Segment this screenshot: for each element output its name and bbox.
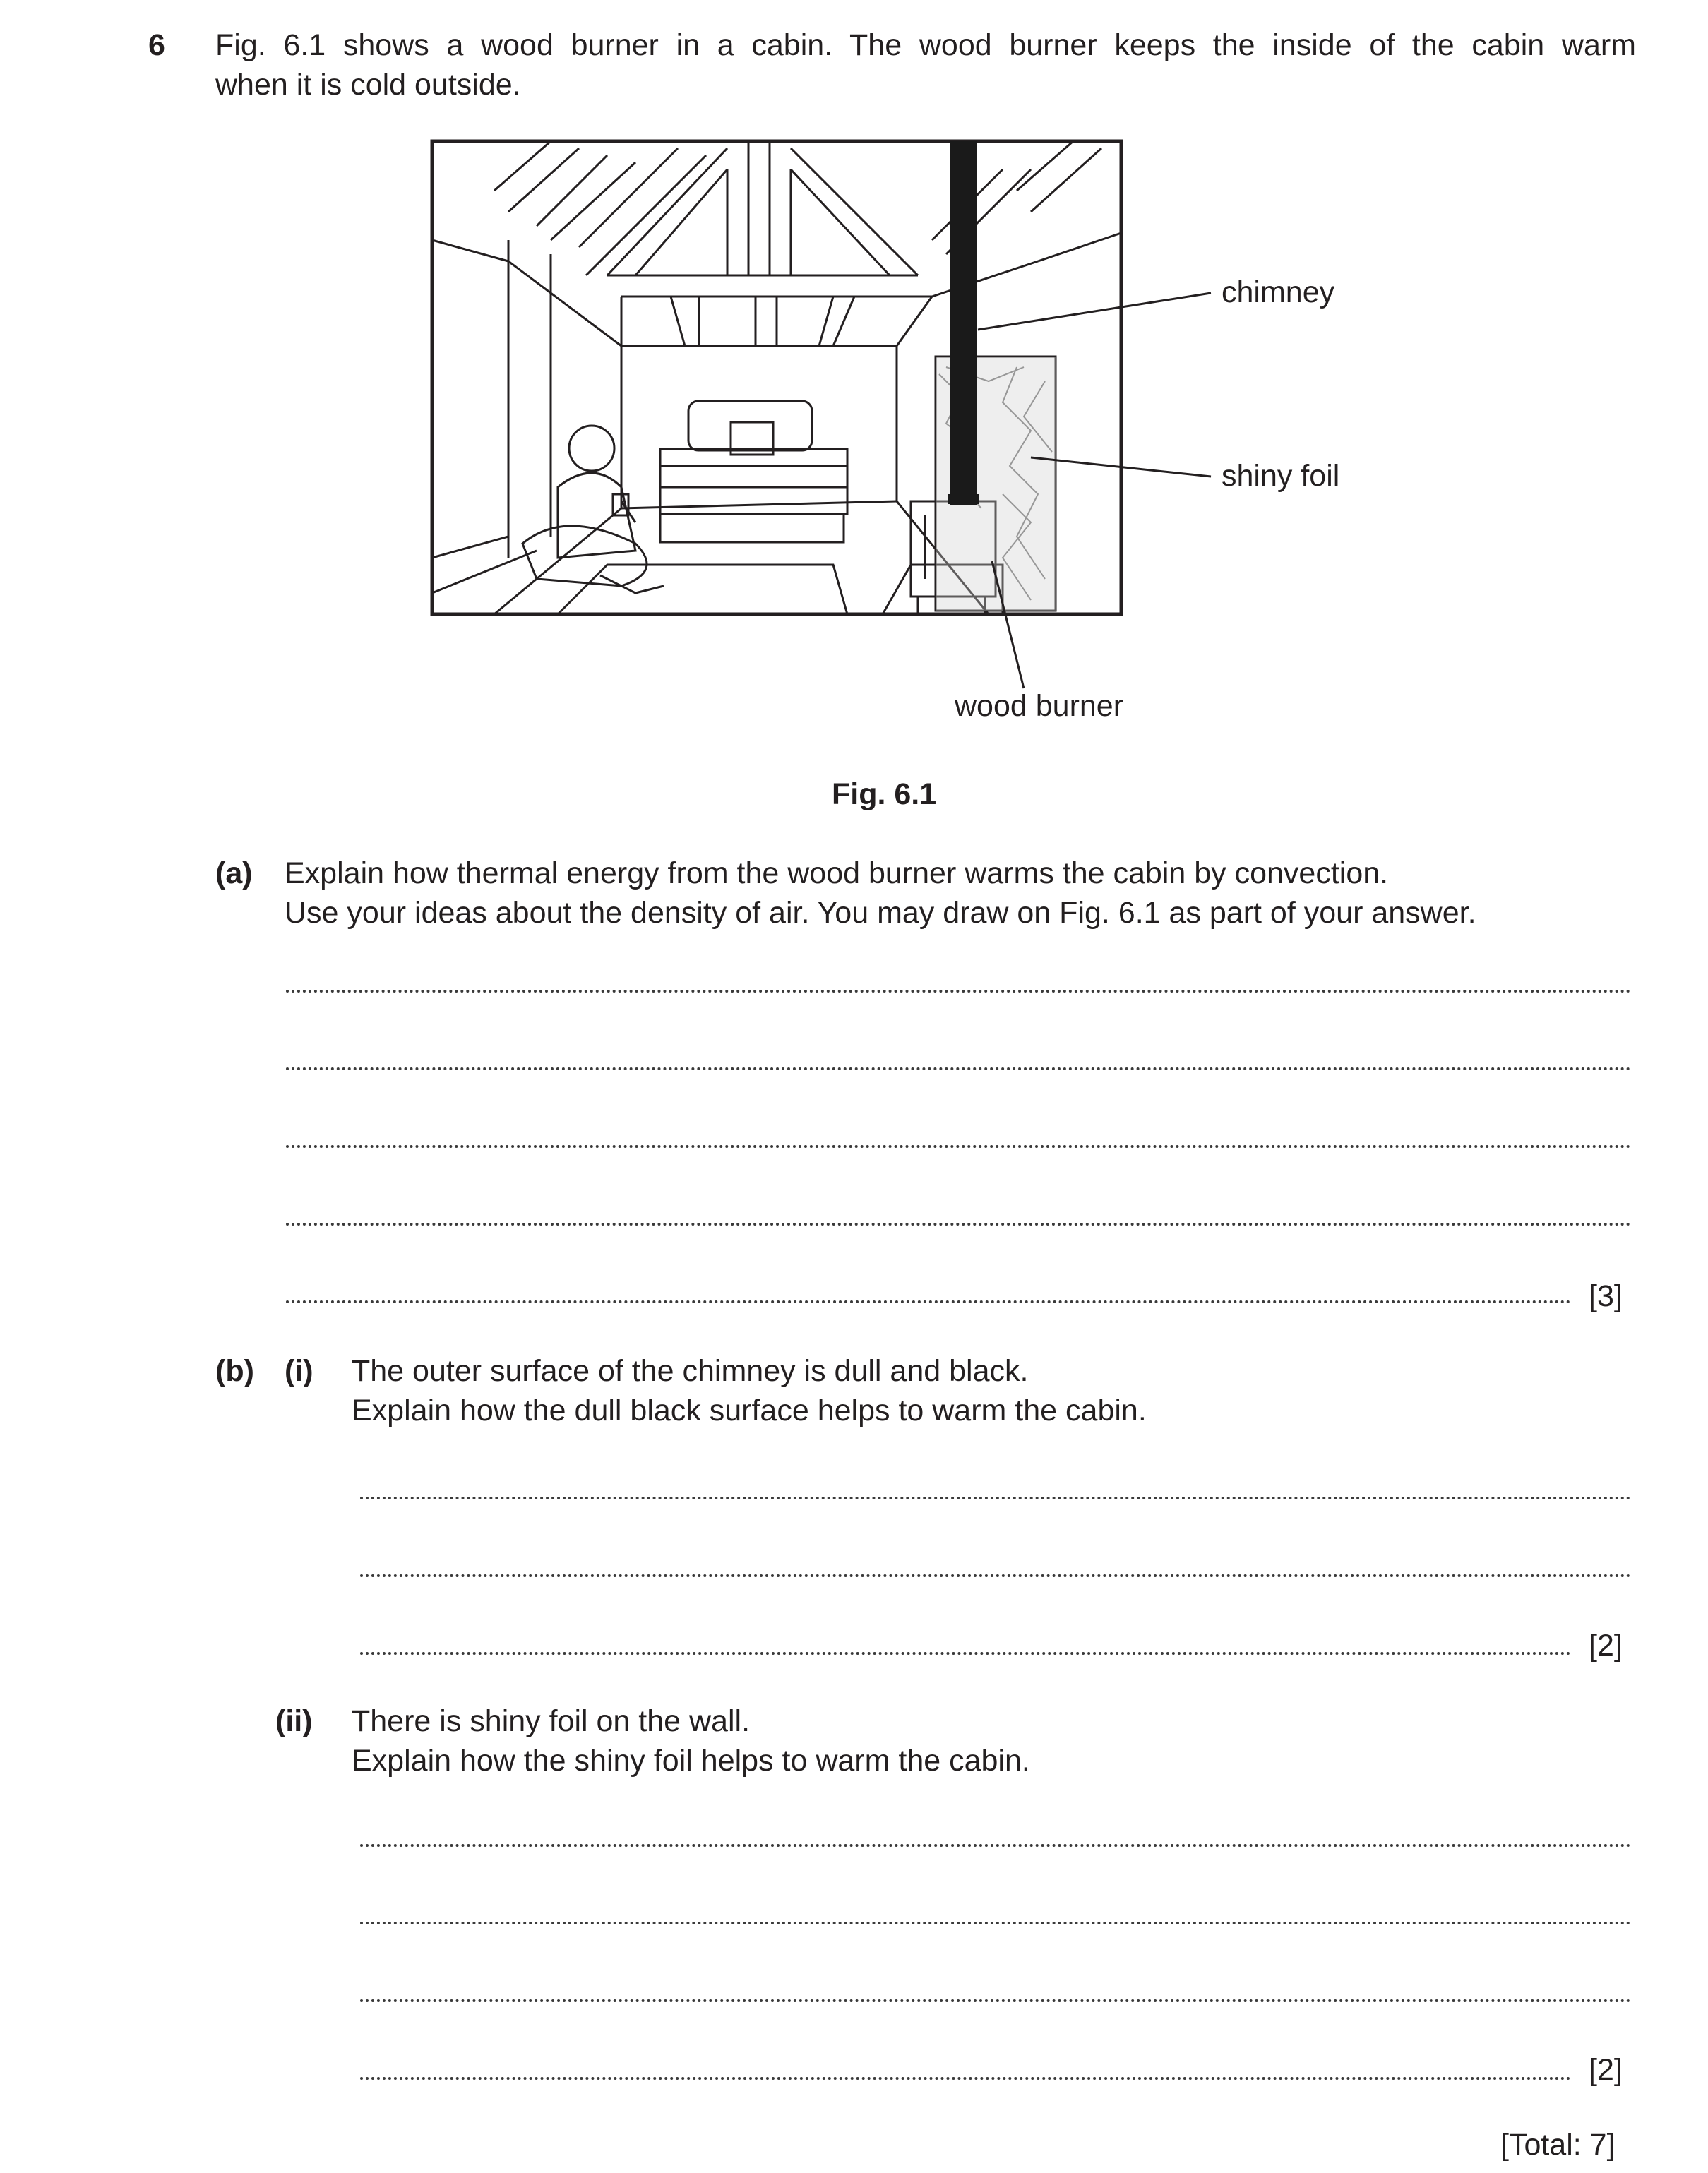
part-b-ii-line1: There is shiny foil on the wall. [352, 1704, 751, 1738]
part-a-label: (a) [215, 856, 253, 890]
answer-line-bi2[interactable] [360, 1574, 1631, 1577]
figure-caption: Fig. 6.1 [832, 777, 937, 811]
question-intro-line2: when it is cold outside. [215, 68, 521, 102]
label-chimney: chimney [1222, 275, 1335, 309]
part-b-ii-label: (ii) [275, 1704, 313, 1738]
answer-line-a4[interactable] [286, 1223, 1631, 1226]
answer-line-a1[interactable] [286, 990, 1631, 993]
question-intro-line1: Fig. 6.1 shows a wood burner in a cabin. The wood burner keeps the inside of the cabin warm [215, 28, 1636, 62]
answer-line-bii2[interactable] [360, 1922, 1631, 1924]
answer-line-bi1[interactable] [360, 1497, 1631, 1499]
part-b-i-line2: Explain how the dull black surface helps to warm the cabin. [352, 1394, 1147, 1427]
label-shiny-foil: shiny foil [1222, 459, 1340, 493]
answer-line-bi3[interactable] [360, 1652, 1571, 1655]
answer-line-bii4[interactable] [360, 2077, 1571, 2080]
part-b-ii-line2: Explain how the shiny foil helps to warm the cabin. [352, 1744, 1030, 1778]
question-number: 6 [148, 28, 165, 62]
part-a-line1: Explain how thermal energy from the wood burner warms the cabin by convection. [285, 856, 1389, 890]
part-b-i-marks: [2] [1589, 1629, 1623, 1663]
part-b-ii-marks: [2] [1589, 2053, 1623, 2087]
answer-line-a3[interactable] [286, 1145, 1631, 1148]
answer-line-a5[interactable] [286, 1300, 1571, 1303]
total-marks: [Total: 7] [1500, 2128, 1616, 2162]
part-b-label: (b) [215, 1354, 254, 1388]
part-b-i-line1: The outer surface of the chimney is dull and black. [352, 1354, 1029, 1388]
cabin-figure [0, 0, 1708, 833]
label-wood-burner: wood burner [955, 689, 1124, 723]
answer-line-bii3[interactable] [360, 1999, 1631, 2002]
part-a-marks: [3] [1589, 1279, 1623, 1313]
answer-line-bii1[interactable] [360, 1844, 1631, 1847]
answer-line-a2[interactable] [286, 1067, 1631, 1070]
part-a-line2: Use your ideas about the density of air. You may draw on Fig. 6.1 as part of your answer. [285, 896, 1476, 930]
part-b-i-label: (i) [285, 1354, 313, 1388]
